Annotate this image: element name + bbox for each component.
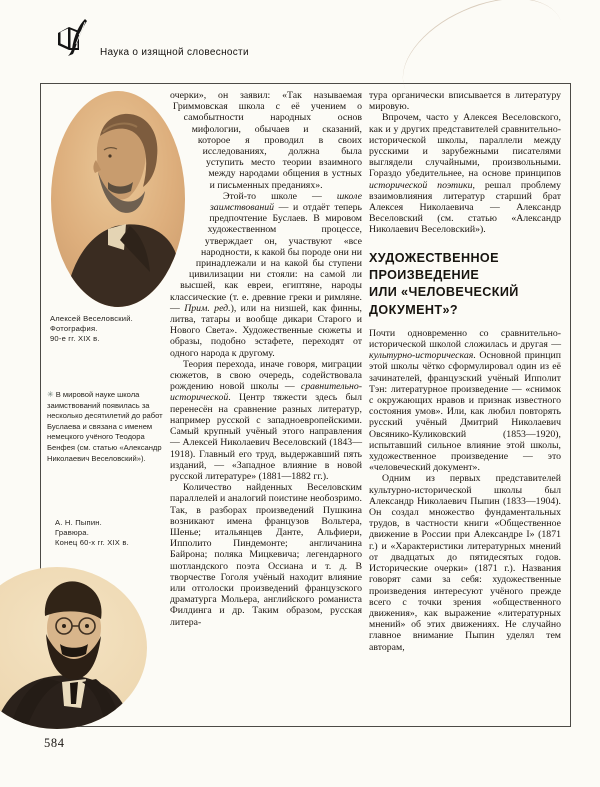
portrait-pypin-engraving <box>0 566 148 730</box>
article-heading <box>369 250 561 319</box>
paragraph: Одним из первых представителей культурно-исторической школы был Александр Николаевич Пыпин (1833—1904). Он создал множество фундаментальных трудов, в частности книги «Общественное движение в России при Александре I» (1871 г.) и «Характеристики литературных мнений от двадцатых до пятидесятых годов. Исторические очерки» (1871 г.). Названия говорят сами за себя: художественные произведения интересуют учёного прежде всего с точки зрения «общественного движения», как выражение «литературных мнений» об этих движениях. Не случайно главное внимание Пыпин уделял тем авторам, <box>369 473 561 653</box>
heading-line: ДОКУМЕНТ»? <box>369 302 458 317</box>
paragraph: Впрочем, часто у Алексея Веселовского, как и у других представителей сравнительно-исторической школы, параллели между русскими и зарубежными писателями выглядели случайными, произвольными. Гораздо убедительнее, на основе принципов исторической поэтики, решал проблему взаимовлияния литератур старший брат Алексея Николаевича — Александр Веселовский (см. статью «Александр Николаевич Веселовский»). <box>369 112 562 236</box>
page-number: 584 <box>44 736 65 750</box>
portrait-alexey-veselovsky-photo <box>50 90 186 308</box>
paragraph: тура органически вписывается в литературу мировую. <box>369 90 561 113</box>
paragraph: Этой-то школе — школе заимствований — и отдаёт теперь предпочтение Буслаев. В мировом художественном процессе, утверждает он, участвуют «все народности, к какой бы породе они ни принадлежали и на какой бы ступени цивилизации ни стояли: на самой ли высшей, как евреи, египтяне, народы классические (т. е. древние греки и римляне. — Прим. ред.), или на низшей, как финны, литва, татары и вообще дикари Старого и Нового Света». Художественные сюжеты и образы, подобно эстафете, переходят от одного народа к другому. <box>170 190 362 359</box>
oval-photo <box>50 90 186 308</box>
heading-line: ПРОИЗВЕДЕНИЕ <box>369 267 480 282</box>
figure-caption-pypin <box>55 518 175 548</box>
column-middle-text <box>170 90 362 628</box>
paragraph: очерки», он заявил: «Так называемая Гриммовская школа с её учением о самобытности народных основ мифологии, обычаев и сказаний, которое я проводил в своих исследованиях, должна была уступить место теории взаимного между народами общения в устных и письменных преданиях». <box>170 90 362 191</box>
caption-line: Алексей Веселовский. <box>50 314 133 323</box>
caption-line: Конец 60-х гг. XIX в. <box>55 538 129 547</box>
caption-line: 90-е гг. XIX в. <box>50 334 100 343</box>
heading-line: ХУДОЖЕСТВЕННОЕ <box>369 250 499 265</box>
caption-line: А. Н. Пыпин. <box>55 518 102 527</box>
column-right-text <box>369 90 561 653</box>
paragraph: Количество найденных Веселовским параллелей и аналогий поистине необозримо. Так, в разборах произведений Пушкина возникают имена французов Вольтера, Шенье; итальянцев Данте, Альфиери, Ипполито Пиндемонте; англичанина Байрона; поляка Мицкевича; легендарного шотландского поэта Оссиана и т. д. В творчестве Гоголя учёный находит влияние или отголоски произведений французского драматурга Мольера, английского романиста Филдинга и др. Таким образом, русская литера- <box>170 482 362 628</box>
margin-note-text: В мировой науке школа заимствований появилась за несколько десятилетий до работ Буслаева и связана с именем немецкого учёного Теодора Бенфея (см. статью «Александр Николаевич Веселовский»). <box>47 390 163 463</box>
quill-inkwell-icon <box>52 17 92 59</box>
asterisk-ornament-icon: ✳ <box>47 390 54 399</box>
paragraph: Теория перехода, иначе говоря, миграции сюжетов, в свою очередь, содействовала рождению новой школы — сравнительно-исторической. Центр тяжести здесь был перенесён на сравнение разных литератур, например русской с западноевропейскими. Самый крупный учёный этого направления — Алексей Николаевич Веселовский (1843—1918). Главный его труд, выдержавший пять изданий, — «Западное влияние в новой русской литературе» (1881—1882 гг.). <box>170 358 362 482</box>
figure-caption-veselovsky <box>50 314 162 344</box>
section-rubric: Наука о изящной словесности <box>100 47 249 58</box>
caption-line: Гравюра. <box>55 528 90 537</box>
heading-line: ИЛИ «ЧЕЛОВЕЧЕСКИЙ <box>369 285 519 300</box>
caption-line: Фотография. <box>50 324 98 333</box>
oval-engraving <box>0 566 148 730</box>
margin-note <box>47 390 167 464</box>
paragraph: Почти одновременно со сравнительно-исторической школой сложилась и другая — культурно-историческая. Основной принцип этой школы чётко сформулировал один из её зачинателей, французский учёный Ипполит Тэн: литературное произведение — «снимок с окружающих нравов и признак известного состояния умов». Или, как любил повторять русский учёный Дмитрий Николаевич Овсянико-Куликовский (1853—1920), испытавший сильное влияние этой школы, художественное произведение — это «человеческий документ». <box>369 327 561 474</box>
